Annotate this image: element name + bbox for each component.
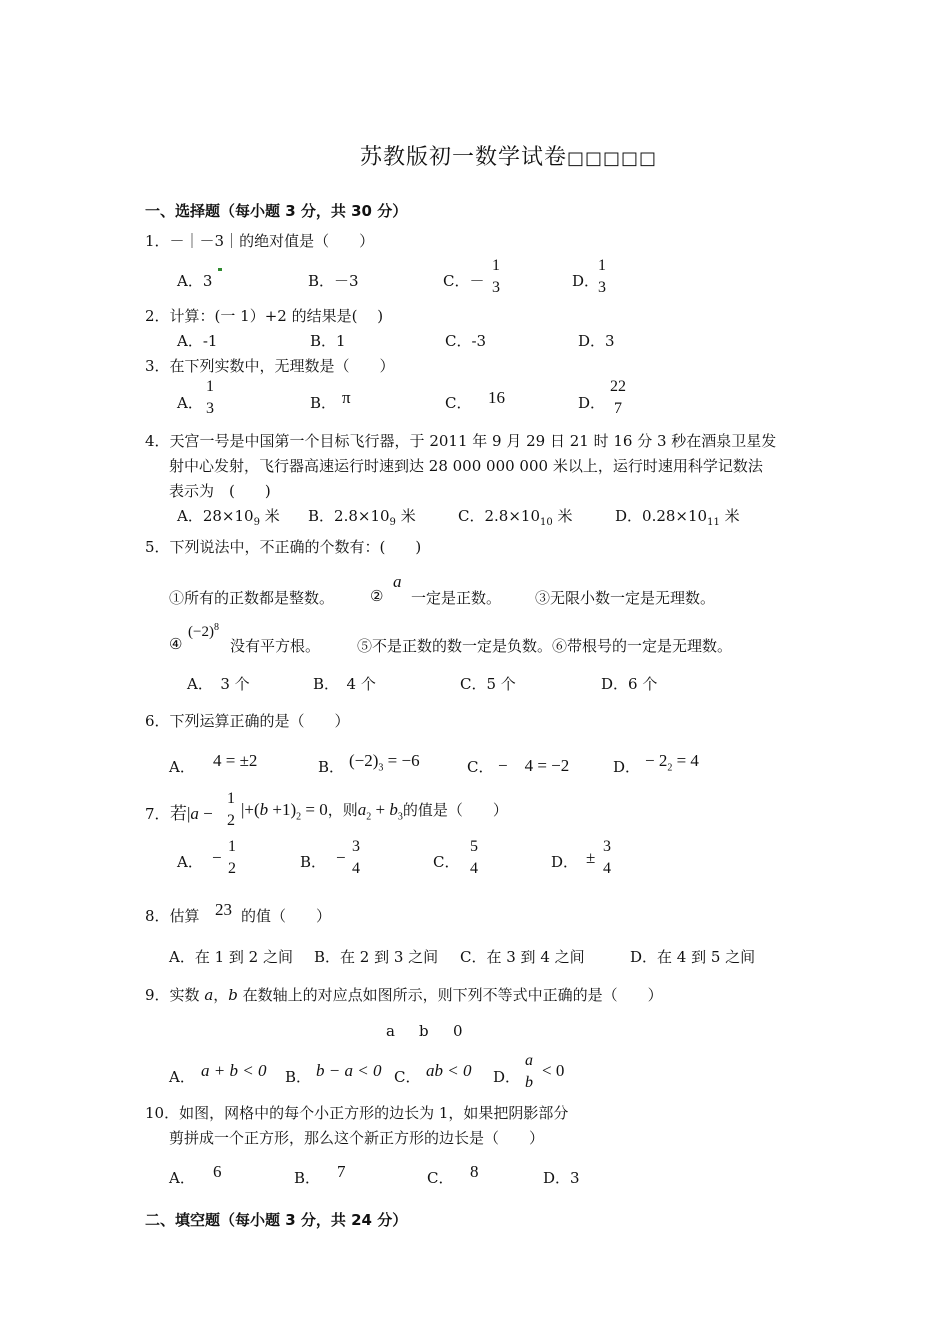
q5-statement-2-text: 一定是正数。 (411, 589, 502, 607)
q8-option-a: A．在 1 到 2 之间 (169, 948, 293, 966)
q7-option-c-fraction (470, 836, 478, 880)
expr-part: |+( (241, 800, 260, 819)
fraction-denominator: 7 (614, 400, 622, 417)
question-8-stem-pre: 8．估算 (145, 907, 200, 925)
q5-statement-2-label: ② (370, 587, 384, 605)
option-exponent: 10 (540, 517, 553, 528)
q9-option-b-expr: b − a < 0 (316, 1061, 382, 1080)
q3-option-c-label: C． (445, 394, 472, 412)
expr-exponent: 3 (378, 762, 384, 774)
question-1-stem: 1．－｜－3｜的绝对值是（ ） (145, 232, 375, 250)
expr-exponent: 2 (667, 762, 673, 774)
q6-option-a-expr: 4 = ±2 (213, 751, 258, 770)
q10-option-c-value: 8 (470, 1162, 479, 1181)
q2-option-a: A．-1 (177, 332, 218, 350)
expr-part: 的值是（ ） (402, 803, 508, 819)
question-3-stem: 3．在下列实数中，无理数是（ ） (145, 357, 395, 375)
title-suffix: □□□□□ (567, 148, 658, 169)
question-6-stem: 6．下列运算正确的是（ ） (145, 712, 350, 730)
q6-option-b-expr (349, 751, 420, 773)
option-unit: 米 (259, 507, 280, 525)
fraction-numerator: 22 (610, 378, 626, 395)
q6-option-c-label: C． (467, 758, 494, 776)
q10-option-d: D．3 (543, 1169, 580, 1187)
fraction-numerator: 3 (603, 838, 611, 855)
q7-option-a-label: A． (177, 853, 203, 871)
q3-option-b-value: π (342, 388, 351, 407)
expr-var: b (259, 800, 269, 819)
option-exponent: 9 (389, 517, 396, 528)
q10-option-a-value: 6 (213, 1162, 222, 1181)
title-text: 苏教版初一数学试卷 (360, 145, 568, 170)
q5-option-d: D．6 个 (601, 675, 658, 693)
option-text: A．28×10 (177, 507, 254, 525)
q7-expr-fraction (227, 788, 235, 832)
q9-option-a-label: A． (169, 1068, 195, 1086)
q8-option-c: C．在 3 到 4 之间 (460, 948, 585, 966)
q7-expr-right (241, 799, 508, 822)
stem-part: ， (213, 986, 229, 1004)
q9-option-c-expr: ab < 0 (426, 1061, 472, 1080)
q10-option-b-value: 7 (337, 1162, 346, 1181)
expr-exponent: 3 (397, 811, 403, 823)
question-2-stem: 2．计算：(一 1）+2 的结果是( ) (145, 307, 384, 325)
q7-expr-left (170, 799, 213, 824)
q4-option-a (177, 505, 280, 528)
q10-option-c-label: C． (427, 1169, 454, 1187)
q9-option-d-relation: < 0 (542, 1061, 565, 1080)
page-title (360, 140, 657, 171)
q7-option-d-sign: ± (586, 848, 596, 867)
q10-option-a-label: A． (169, 1169, 195, 1187)
q5-option-a: A． 3 个 (187, 675, 250, 693)
option-unit: 米 (395, 507, 416, 525)
q8-option-d: D．在 4 到 5 之间 (630, 948, 756, 966)
option-unit: 米 (719, 507, 740, 525)
expr-var: b (389, 800, 398, 819)
stem-part: 在数轴上的对应点如图所示，则下列不等式中正确的是（ ） (237, 986, 663, 1004)
option-text: C．2.8×10 (458, 507, 540, 525)
question-10-line-2: 剪拼成一个正方形，那么这个新正方形的边长是（ ） (169, 1129, 545, 1147)
fraction-numerator: 1 (492, 257, 500, 274)
option-exponent: 9 (253, 517, 260, 528)
q3-option-b-label: B． (310, 394, 337, 412)
stem-part: 9．实数 (145, 986, 205, 1004)
expr-part: 若| (170, 804, 191, 823)
fraction-denominator: 2 (228, 860, 236, 877)
q5-statement-4-label: ④ (169, 635, 183, 653)
q1-option-c-fraction (492, 255, 500, 299)
expr-part: +1) (268, 800, 297, 819)
q7-option-b-fraction (352, 836, 360, 880)
expr-part: − (198, 804, 213, 823)
q1-option-c-label: C．－ (443, 272, 485, 290)
question-10-line-1: 10．如图，网格中的每个小正方形的边长为 1，如果把阴影部分 (145, 1104, 569, 1122)
fraction-numerator: 1 (228, 838, 236, 855)
q6-option-d-label: D． (613, 758, 641, 776)
expr-exponent: 8 (213, 622, 219, 633)
question-8-stem-post: 的值（ ） (241, 907, 332, 925)
expr-var: a (357, 800, 367, 819)
fraction-numerator: 1 (598, 257, 606, 274)
q3-option-c-value: 16 (488, 388, 505, 407)
q5-option-b: B． 4 个 (313, 675, 376, 693)
option-text: D．0.28×10 (615, 507, 708, 525)
q6-option-b-label: B． (318, 758, 345, 776)
q7-option-d-label: D． (551, 853, 579, 871)
q2-option-d: D．3 (578, 332, 615, 350)
option-exponent: 11 (707, 517, 720, 528)
expr-part: ，则 (327, 803, 358, 819)
q7-option-b-label: B． (300, 853, 327, 871)
question-9-stem (145, 984, 663, 1005)
number-line-label-a: a (386, 1022, 395, 1040)
expr-base: − 2 (645, 751, 668, 770)
expr-var: a (190, 804, 199, 823)
fraction-denominator: b (525, 1074, 533, 1091)
expr-rest: = −6 (383, 751, 420, 770)
q1-option-d-label: D． (572, 272, 600, 290)
q5-statement-1: ①所有的正数都是整数。 (169, 589, 335, 607)
expr-base: (−2) (349, 751, 379, 770)
q10-option-b-label: B． (294, 1169, 321, 1187)
q2-option-b: B．1 (310, 332, 346, 350)
q7-option-c-label: C． (433, 853, 460, 871)
q3-option-d-fraction (610, 376, 626, 420)
q1-option-d-fraction (598, 255, 606, 299)
q5-statement-4-expr (188, 622, 219, 641)
fraction-numerator: a (525, 1052, 533, 1069)
number-line-label-b: b (419, 1022, 429, 1040)
q6-option-c-expr: − 4 = −2 (498, 756, 570, 775)
expr-part: + (371, 800, 390, 819)
fraction-denominator: 3 (206, 400, 214, 417)
option-text: B．2.8×10 (308, 507, 390, 525)
q1-option-a: A．3 (177, 272, 213, 290)
highlight-mark (218, 268, 222, 271)
fraction-denominator: 3 (492, 279, 500, 296)
fraction-denominator: 3 (598, 279, 606, 296)
expr-exponent: 2 (366, 811, 372, 823)
q1-option-b: B．－3 (308, 272, 359, 290)
q7-option-b-sign: − (336, 848, 346, 867)
q5-statement-2-var: a (393, 572, 402, 591)
question-4-line-3: 表示为 ( ) (169, 482, 271, 500)
q3-option-a-label: A． (177, 394, 203, 412)
q4-option-c (458, 505, 573, 528)
q3-option-a-fraction (206, 376, 214, 420)
q8-radicand: 23 (215, 900, 232, 919)
section-heading-choice: 一、选择题（每小题 3 分，共 30 分） (145, 202, 408, 220)
fraction-numerator: 3 (352, 838, 360, 855)
q6-option-d-expr (645, 751, 699, 773)
q8-option-b: B．在 2 到 3 之间 (314, 948, 439, 966)
question-4-line-2: 射中心发射，飞行器高速运行时速到达 28 000 000 000 米以上，运行时速用科学记数法 (169, 457, 763, 475)
q5-statement-5-6: ⑤不是正数的数一定是负数。⑥带根号的一定是无理数。 (357, 637, 733, 655)
q7-option-a-fraction (228, 836, 236, 880)
fraction-denominator: 4 (470, 860, 478, 877)
option-unit: 米 (552, 507, 573, 525)
q9-option-d-label: D． (493, 1068, 521, 1086)
q7-option-d-fraction (603, 836, 611, 880)
fraction-denominator: 4 (352, 860, 360, 877)
stem-var: a (204, 986, 214, 1004)
q5-option-c: C．5 个 (460, 675, 516, 693)
expr-rest: = 4 (672, 751, 699, 770)
q2-option-c: C．-3 (445, 332, 487, 350)
expr-exponent: 2 (296, 811, 302, 823)
expr-part: = 0 (301, 800, 328, 819)
q6-option-a-label: A． (169, 758, 195, 776)
number-line-label-zero: 0 (453, 1022, 463, 1040)
fraction-numerator: 1 (227, 790, 235, 807)
stem-var: b (228, 986, 238, 1004)
question-7-number: 7． (145, 805, 170, 823)
fraction-denominator: 4 (603, 860, 611, 877)
q3-option-d-label: D． (578, 394, 606, 412)
section-heading-fill-blank: 二、填空题（每小题 3 分，共 24 分） (145, 1211, 408, 1229)
q9-option-b-label: B． (285, 1068, 312, 1086)
fraction-numerator: 1 (206, 378, 214, 395)
expr-base: (−2) (188, 624, 214, 640)
q5-statement-4-text: 没有平方根。 (230, 637, 321, 655)
fraction-denominator: 2 (227, 812, 235, 829)
question-4-line-1: 4．天宫一号是中国第一个目标飞行器，于 2011 年 9 月 29 日 21 时 16 分 3 秒在酒泉卫星发 (145, 432, 777, 450)
q4-option-b (308, 505, 416, 528)
q5-statement-3: ③无限小数一定是无理数。 (535, 589, 716, 607)
q9-option-c-label: C． (394, 1068, 421, 1086)
q4-option-d (615, 505, 740, 528)
q9-option-a-expr: a + b < 0 (201, 1061, 267, 1080)
q9-option-d-fraction (525, 1050, 533, 1094)
question-5-stem: 5．下列说法中，不正确的个数有：( ) (145, 538, 422, 556)
q7-option-a-sign: − (212, 848, 222, 867)
fraction-numerator: 5 (470, 838, 478, 855)
